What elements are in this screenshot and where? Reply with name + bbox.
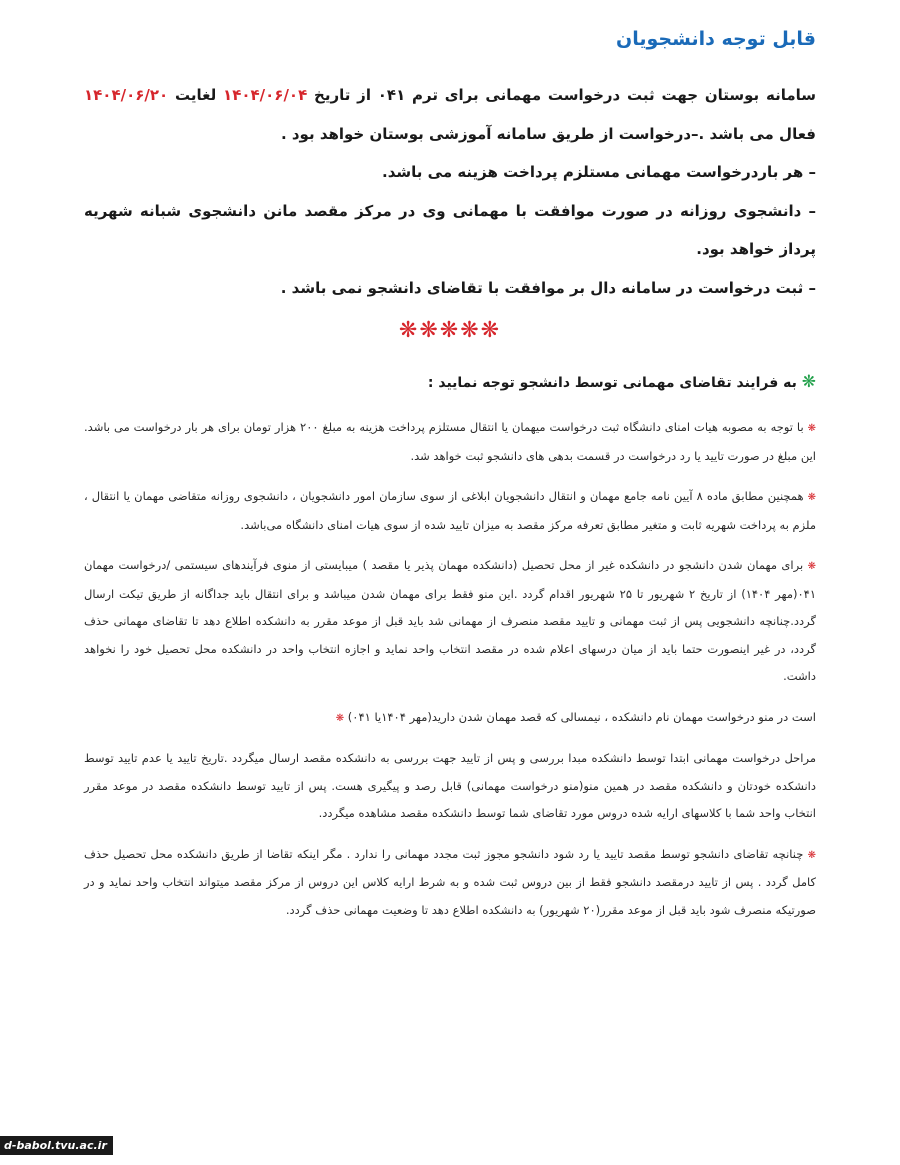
process-heading-text: به فرایند تقاضای مهمانی توسط دانشجو توجه نمایید : (427, 375, 797, 391)
detail-paragraph (84, 745, 816, 828)
detail-text: با توجه به مصوبه هیات امنای دانشگاه ثبت درخواست میهمان یا انتقال مستلزم پرداخت هزینه به مبلغ ۲۰۰ هزار تومان برای هر بار درخواست می باشد. این مبلغ در صورت تایید یا رد درخواست در قسمت بدهی های دانشجو ثبت خواهد شد. (84, 420, 816, 463)
detail-paragraph (84, 552, 816, 691)
flower-icon: ❋ (801, 372, 816, 392)
star-bullet-icon: ❋ (807, 492, 817, 503)
detail-paragraph (84, 841, 816, 925)
intro-paragraph-3: – دانشجوی روزانه در صورت موافقت با مهمانی وی در مرکز مقصد مانن دانشجوی شبانه شهریه پرداز خواهد بود. (84, 201, 816, 258)
intro-text-c: فعال می باشد .–درخواست از طریق سامانه آموزشی بوستان خواهد بود . (280, 124, 816, 143)
detail-text: مراحل درخواست مهمانی ابتدا توسط دانشکده مبدا بررسی و پس از تایید جهت بررسی به دانشکده مقصد ارسال میگردد .تاریخ تایید یا عدم تایید توسط دانشکده خودتان و دانشکده مقصد در همین منو(منو درخواست مهمانی) قابل رصد و پیگیری هست. پس از تایید توسط دانشکده مقصد در موعد مقرر انتخاب واحد شما با کلاسهای ارایه شده دروس مورد تقاضای شما توسط دانشکده مقصد مشاهده میگردد. (84, 751, 816, 820)
detail-text: چنانچه تقاضای دانشجو توسط مقصد تایید یا رد شود دانشجو مجوز ثبت مجدد مهمانی را ندارد . مگر اینکه تقاضا از طریق دانشکده محل تحصیل حذف کامل گردد . پس از تایید درمقصد دانشجو فقط از بین دروس ثبت شده و به شرط ارایه کلاس این دروس از مرکز مقصد میتواند انتخاب واحد نماید و در صورتیکه منصرف شود باید قبل از موعد مقرر(۲۰ شهریور) به دانشکده اطلاع دهد تا وضعیت مهمانی حذف گردد. (84, 846, 816, 917)
intro-paragraph-2: – هر باردرخواست مهمانی مستلزم پرداخت هزینه می باشد. (382, 163, 816, 181)
detail-paragraph (84, 704, 816, 733)
intro-text-b: لغایت (168, 86, 224, 104)
intro-paragraph-1 (84, 76, 816, 153)
start-date: ۱۴۰۴/۰۶/۰۴ (223, 86, 308, 104)
process-heading (428, 372, 816, 392)
detail-text: همچنین مطابق ماده ۸ آیین نامه جامع مهمان و انتقال دانشجویان ابلاغی از سوی سازمان امور دانشجویان ، دانشجوی روزانه متقاضی مهمان یا انتقال ، ملزم به پرداخت شهریه ثابت و متغیر مطابق تعرفه مرکز مقصد به میزان تایید شده از سوی هیات امنای دانشگاه می‌باشد. (84, 489, 816, 532)
site-url-tag: d-babol.tvu.ac.ir (0, 1136, 113, 1155)
intro-paragraph-4: – ثبت درخواست در سامانه دال بر موافقت با تقاضای دانشجو نمی باشد . (280, 278, 816, 297)
intro-notes (84, 76, 816, 307)
star-bullet-icon: ❋ (807, 561, 817, 572)
star-bullet-icon: ❋ (335, 712, 345, 724)
detail-paragraph (84, 483, 816, 539)
detail-text: برای مهمان شدن دانشجو در دانشکده غیر از محل تحصیل (دانشکده مهمان پذیر یا مقصد ) میبایستی از منوی فرآیندهای سیستمی /درخواست مهمان ۰۴۱(مهر ۱۴۰۴) از تاریخ ۲ شهریور تا ۲۵ شهریور اقدام گردد .این منو فقط برای مهمان شدن میباشد و برای انتقال باید جداگانه از طریق تیکت ارسال گردد.چنانچه دانشجویی پس از ثبت مهمانی و تایید مقصد منصرف از مهمانی شد باید قبل از موعد مقرر به دانشکده اطلاع دهد تا تقاضای مهمانی حذف گردد، در غیر اینصورت حتما باید از میان درسهای اعلام شده در مقصد انتخاب واحد نماید و اجازه انتخاب واحد در دانشکده محل تحصیل خود را نخواهد داشت. (84, 558, 817, 683)
detail-text: است در منو درخواست مهمان نام دانشکده ، نیمسالی که قصد مهمان شدن دارید(مهر ۱۴۰۴یا ۰۴۱) (347, 709, 816, 724)
star-divider: ❋❋❋❋❋ (398, 318, 502, 343)
page-title: قابل توجه دانشجویان (616, 28, 816, 50)
process-details (84, 414, 816, 937)
end-date: ۱۴۰۴/۰۶/۲۰ (84, 86, 169, 104)
star-bullet-icon: ❋ (807, 849, 816, 861)
detail-paragraph (84, 414, 816, 470)
star-bullet-icon: ❋ (807, 423, 816, 434)
intro-text-a: سامانه بوستان جهت ثبت درخواست مهمانی برای ترم ۰۴۱ از تاریخ (307, 86, 817, 104)
